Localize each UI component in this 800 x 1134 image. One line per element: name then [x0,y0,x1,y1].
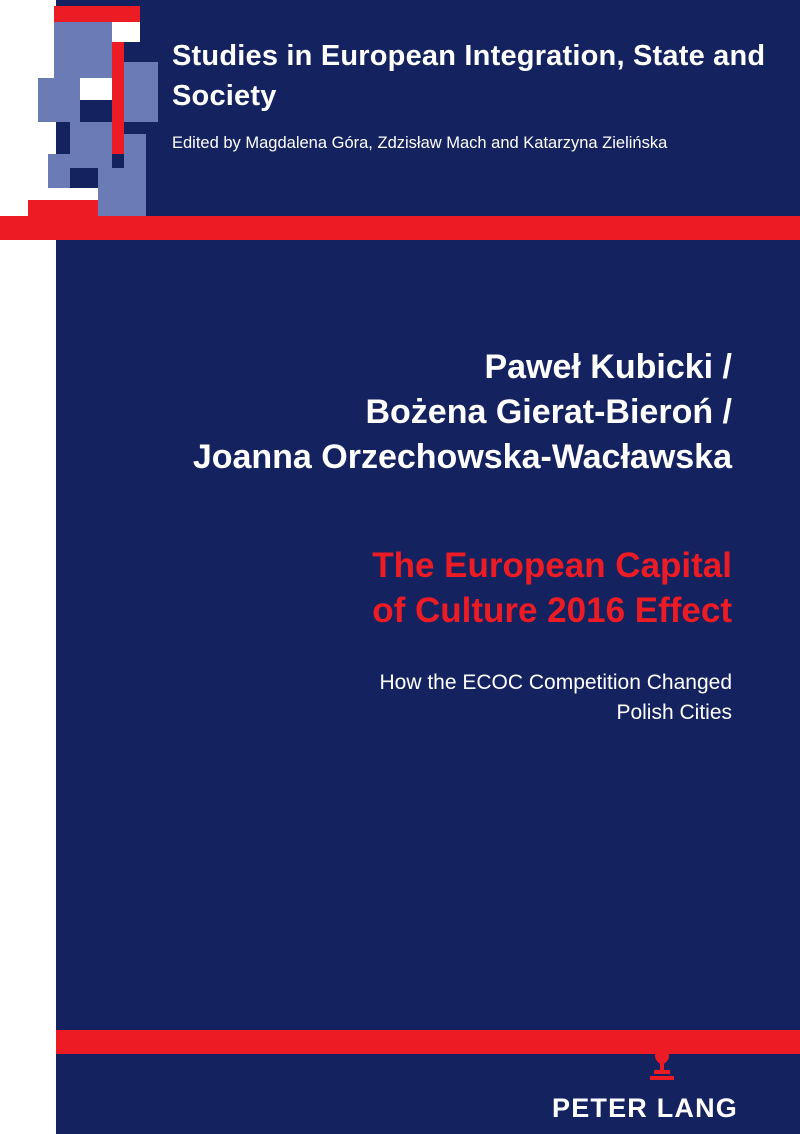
series-red-divider [0,216,800,240]
series-editors-line-1: Edited by Magdalena Góra, [172,134,373,152]
series-title [172,36,772,116]
book-title [72,543,732,633]
series-title-line-2: State and Society [172,40,766,113]
author-line-1: Paweł Kubicki / [484,348,732,386]
peter-lang-logo-icon [642,1040,682,1084]
book-subtitle-line-2: Polish Cities [616,701,732,725]
author-line-2: Bożena Gierat-Bieroń / [365,393,732,432]
series-logo-icon [28,6,168,231]
book-title-line-2: of Culture 2016 Effect [372,591,732,631]
authors [72,345,732,481]
series-editors [172,130,772,156]
publisher-name: PETER LANG [551,1093,738,1123]
book-subtitle-line-1: How the ECOC Competition Changed [379,671,732,694]
book-title-line-1: The European Capital [372,546,732,585]
series-title-line-1: Studies in European Integration, [172,40,625,72]
cover-left-margin [0,240,56,1030]
book-subtitle [72,668,732,729]
series-editors-line-2: Zdzisław Mach and Katarzyna Zielińska [377,134,668,152]
publisher-band-left-margin [0,1030,56,1134]
author-line-3: Joanna Orzechowska-Wacławska [192,438,732,477]
